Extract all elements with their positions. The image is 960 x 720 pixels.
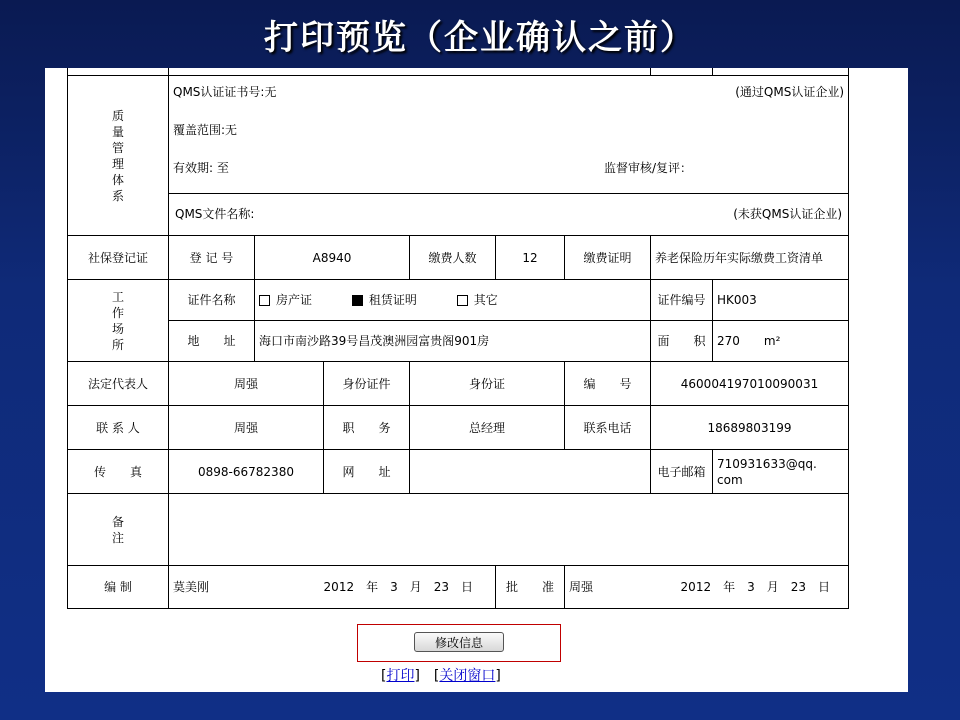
enterprise-form-table bbox=[67, 68, 849, 609]
modify-highlight-box bbox=[357, 624, 561, 662]
qms-audit: 监督审核/复评： bbox=[603, 161, 692, 175]
print-link[interactable]: 打印 bbox=[386, 668, 415, 684]
legal-rep-row bbox=[68, 362, 849, 406]
qms-scope: 覆盖范围:无 bbox=[173, 123, 238, 137]
fax-row bbox=[68, 450, 849, 494]
cert-no-value: HK003 bbox=[713, 280, 849, 321]
modify-info-button[interactable]: 修改信息 bbox=[414, 632, 504, 652]
qms-doc-name: QMS文件名称: bbox=[175, 207, 255, 221]
compile-info bbox=[169, 566, 496, 609]
compiler-name: 莫美刚 bbox=[173, 580, 210, 594]
cut-off-row bbox=[68, 68, 849, 76]
area-value: 270 m² bbox=[713, 321, 849, 362]
remarks-value bbox=[169, 494, 849, 566]
option-other[interactable]: 其它 bbox=[457, 293, 498, 307]
workplace-cert-row bbox=[68, 280, 849, 321]
remarks-label: 备 注 bbox=[68, 494, 169, 566]
reg-no-value: A8940 bbox=[255, 236, 410, 280]
email-value: 710931633@qq. com bbox=[713, 450, 849, 494]
website-value bbox=[410, 450, 651, 494]
workplace-address-row bbox=[68, 321, 849, 362]
qms-section-label: 质 量 管 理 体 系 bbox=[68, 76, 169, 236]
approver-name: 周强 bbox=[569, 580, 594, 594]
remarks-row bbox=[68, 494, 849, 566]
proof-value: 养老保险历年实际缴费工资清单 bbox=[651, 236, 849, 280]
id-type: 身份证 bbox=[410, 362, 565, 406]
checkbox-icon[interactable] bbox=[259, 295, 270, 306]
reg-no-label: 登 记 号 bbox=[169, 236, 255, 280]
approve-label: 批 准 bbox=[496, 566, 565, 609]
qms-row bbox=[68, 76, 849, 236]
compile-label: 编 制 bbox=[68, 566, 169, 609]
cert-no-label: 证件编号 bbox=[651, 280, 713, 321]
area-label: 面 积 bbox=[651, 321, 713, 362]
position-label: 职 务 bbox=[324, 406, 410, 450]
qms-doc-note: (未获QMS认证企业) bbox=[733, 207, 842, 221]
legal-rep-name: 周强 bbox=[169, 362, 324, 406]
fax-label: 传 真 bbox=[68, 450, 169, 494]
approve-date: 2012 年 3 月 23 日 bbox=[680, 580, 830, 594]
qms-cert-note: (通过QMS认证企业) bbox=[735, 85, 844, 99]
workplace-label: 工 作 场 所 bbox=[68, 280, 169, 362]
payers-label: 缴费人数 bbox=[410, 236, 496, 280]
checkbox-checked-icon[interactable] bbox=[352, 295, 363, 306]
legal-rep-label: 法定代表人 bbox=[68, 362, 169, 406]
address-label: 地 址 bbox=[169, 321, 255, 362]
social-security-row bbox=[68, 236, 849, 280]
id-label: 身份证件 bbox=[324, 362, 410, 406]
address-value: 海口市南沙路39号昌茂澳洲园富贵阁901房 bbox=[255, 321, 651, 362]
approve-info bbox=[565, 566, 849, 609]
proof-label: 缴费证明 bbox=[565, 236, 651, 280]
id-number: 460004197010090031 bbox=[651, 362, 849, 406]
social-security-label: 社保登记证 bbox=[68, 236, 169, 280]
option-property-cert[interactable]: 房产证 bbox=[259, 293, 312, 307]
contact-label: 联 系 人 bbox=[68, 406, 169, 450]
email-label: 电子邮箱 bbox=[651, 450, 713, 494]
close-window-link[interactable]: 关闭窗口 bbox=[439, 668, 496, 684]
phone-label: 联系电话 bbox=[565, 406, 651, 450]
print-preview-panel bbox=[45, 68, 908, 692]
qms-cert-no: QMS认证证书号:无 bbox=[173, 85, 277, 99]
action-links: [打印] [关闭窗口] bbox=[381, 668, 501, 684]
compile-date: 2012 年 3 月 23 日 bbox=[323, 580, 473, 594]
qms-validity: 有效期: 至 bbox=[173, 161, 229, 175]
payers-value: 12 bbox=[496, 236, 565, 280]
position-value: 总经理 bbox=[410, 406, 565, 450]
compile-row bbox=[68, 566, 849, 609]
slide-title: 打印预览（企业确认之前） bbox=[264, 18, 696, 58]
website-label: 网 址 bbox=[324, 450, 410, 494]
option-lease-cert[interactable]: 租赁证明 bbox=[352, 293, 417, 307]
cert-type-options bbox=[255, 280, 651, 321]
checkbox-icon[interactable] bbox=[457, 295, 468, 306]
phone-value: 18689803199 bbox=[651, 406, 849, 450]
qms-content bbox=[169, 76, 849, 236]
cert-name-label: 证件名称 bbox=[169, 280, 255, 321]
id-number-label: 编 号 bbox=[565, 362, 651, 406]
fax-value: 0898-66782380 bbox=[169, 450, 324, 494]
contact-name: 周强 bbox=[169, 406, 324, 450]
contact-row bbox=[68, 406, 849, 450]
